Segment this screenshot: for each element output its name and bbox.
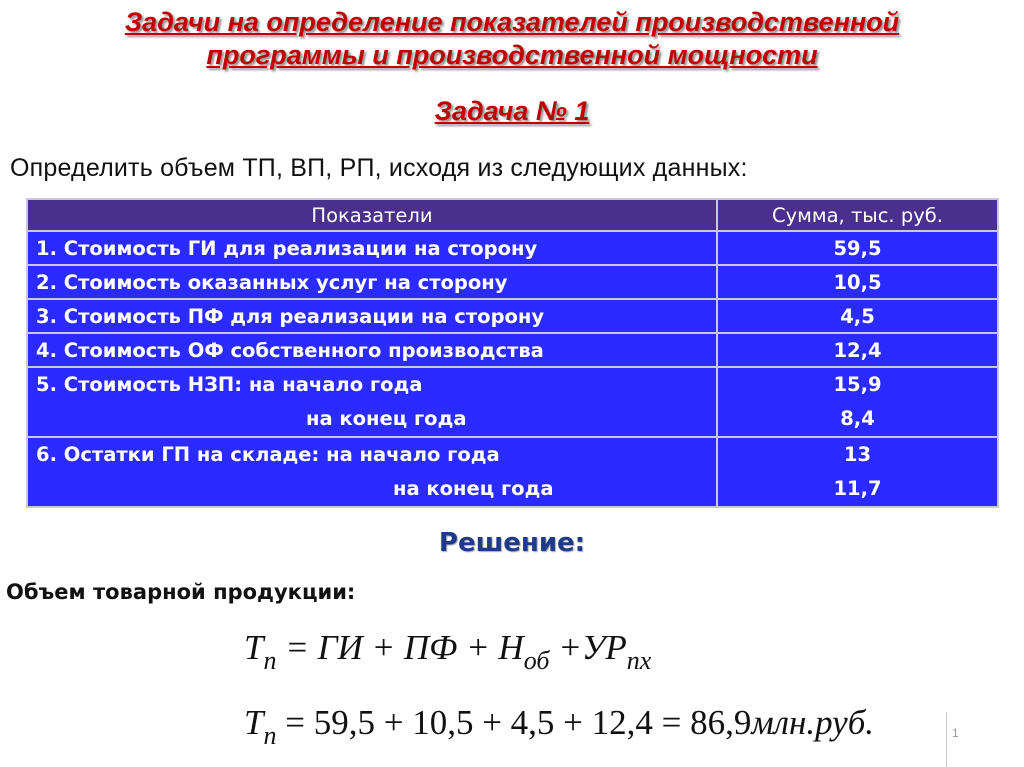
table-row — [27, 265, 998, 299]
formula-terms: = ГИ + ПФ + Н — [285, 628, 524, 667]
formula-terms-rest: +УР — [558, 628, 627, 667]
formula-lhs-subscript: п — [263, 721, 277, 750]
row-label: 1. Стоимость ГИ для реализации на сторону — [27, 231, 717, 265]
formula-lhs: Т — [244, 703, 264, 742]
formula-general — [244, 628, 651, 676]
row-label-multiline — [27, 437, 717, 507]
formula-subscript-ob: об — [523, 646, 550, 675]
row-label: 3. Стоимость ПФ для реализации на сторону — [27, 299, 717, 333]
formula-lhs-subscript: п — [263, 646, 277, 675]
solution-heading: Решение: — [438, 528, 586, 558]
row-label-multiline — [27, 367, 717, 437]
slide-title — [0, 6, 1024, 72]
page-number: 1 — [952, 726, 959, 740]
divider — [946, 712, 947, 767]
row-label: 5. Стоимость НЗП: на начало года — [36, 373, 423, 396]
row-label-secondary: на конец года — [393, 477, 554, 500]
intro-text: Определить объем ТП, ВП, РП, исходя из следующих данных: — [10, 154, 748, 182]
row-label: 4. Стоимость ОФ собственного производства — [27, 333, 717, 367]
column-header-sum: Сумма, тыс. руб. — [717, 199, 998, 231]
row-label: 2. Стоимость оказанных услуг на сторону — [27, 265, 717, 299]
formula-subscript-px: пх — [626, 646, 652, 675]
row-value: 4,5 — [717, 299, 998, 333]
formula-lhs: Т — [244, 628, 264, 667]
row-label-secondary: на конец года — [306, 407, 467, 430]
row-value-secondary: 11,7 — [833, 477, 882, 500]
row-value: 59,5 — [717, 231, 998, 265]
title-line-2: программы и производственной мощности — [206, 40, 818, 70]
solution-subheading: Объем товарной продукции: — [6, 580, 356, 604]
row-value: 15,9 — [833, 373, 882, 396]
table-header-row — [27, 199, 998, 231]
task-heading: Задача № 1 — [434, 96, 590, 126]
title-line-1: Задачи на определение показателей производственной — [124, 7, 900, 37]
table-row — [27, 367, 998, 437]
row-value: 10,5 — [717, 265, 998, 299]
row-value: 12,4 — [717, 333, 998, 367]
row-value-multiline — [717, 437, 998, 507]
row-label: 6. Остатки ГП на складе: на начало года — [36, 443, 500, 466]
row-value: 13 — [843, 443, 872, 466]
column-header-indicators: Показатели — [27, 199, 717, 231]
table-row — [27, 333, 998, 367]
data-table — [26, 198, 999, 508]
table-row — [27, 437, 998, 507]
row-value-multiline — [717, 367, 998, 437]
row-value-secondary: 8,4 — [840, 407, 875, 430]
formula-units: млн.руб. — [751, 703, 875, 742]
table-row — [27, 299, 998, 333]
formula-expression: = 59,5 + 10,5 + 4,5 + 12,4 = 86,9 — [285, 703, 752, 742]
table-row — [27, 231, 998, 265]
formula-calculation — [244, 703, 874, 751]
